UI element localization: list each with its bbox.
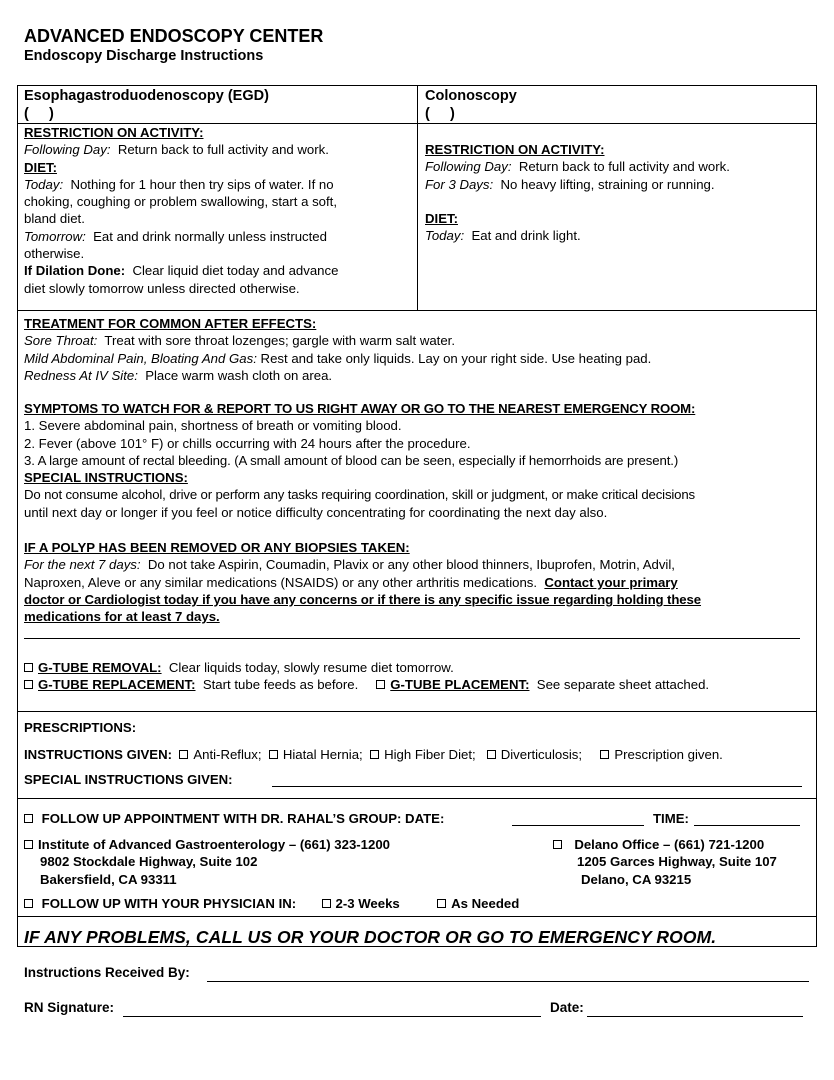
egd-header — [24, 87, 269, 123]
rn-signature-line[interactable] — [123, 1016, 541, 1017]
polyp-section — [24, 539, 824, 625]
appointment-time-label: TIME: — [653, 811, 689, 826]
instructions-given-row: INSTRUCTIONS GIVEN: Anti-Reflux; Hiatal Hernia; High Fiber Diet; Diverticulosis; Prescription given. — [24, 747, 723, 762]
divider — [18, 711, 816, 712]
diverticulosis-checkbox[interactable] — [487, 750, 496, 759]
spacer — [425, 193, 815, 210]
egd-tomorrow: Tomorrow: Eat and drink normally unless instructed — [24, 228, 327, 244]
rn-signature-label: RN Signature: — [24, 1000, 115, 1015]
egd-dilation-line2: diet slowly tomorrow unless directed otherwise. — [24, 280, 300, 296]
colonoscopy-checkbox[interactable]: ( ) — [425, 106, 455, 122]
physician-checkbox[interactable] — [24, 899, 33, 908]
prescription-given-checkbox[interactable] — [600, 750, 609, 759]
egd-tomorrow-line2: otherwise. — [24, 246, 85, 262]
polyp-line2: Naproxen, Aleve or any similar medications (NSAIDS) or any other arthritis medications. Contact your primary — [24, 574, 678, 590]
appointment-time-line[interactable] — [694, 825, 800, 826]
symptom-item: 1. Severe abdominal pain, shortness of breath or vomiting blood. — [24, 418, 402, 434]
egd-today-line2: choking, coughing or problem swallowing, start a soft, — [24, 194, 337, 210]
date-label: Date: — [550, 1000, 584, 1015]
colonoscopy-header — [425, 87, 517, 123]
colonoscopy-title: Colonoscopy — [425, 88, 517, 104]
symptoms-heading: SYMPTOMS TO WATCH FOR & REPORT TO US RIGHT AWAY OR GO TO THE NEAREST EMERGENCY ROOM: — [24, 401, 696, 416]
date-line[interactable] — [587, 1016, 803, 1017]
gtube-removal-checkbox[interactable] — [24, 663, 33, 672]
gtube-section — [24, 659, 824, 694]
appointment-row: FOLLOW UP APPOINTMENT WITH DR. RAHAL’S GROUP: DATE: — [24, 810, 444, 827]
egd-dilation: If Dilation Done: Clear liquid diet today and advance — [24, 263, 339, 279]
symptom-item: 3. A large amount of rectal bleeding. (A small amount of blood can be seen, especially if hemorrhoids are present.) — [24, 452, 679, 468]
emergency-callout: IF ANY PROBLEMS, CALL US OR YOUR DOCTOR OR GO TO EMERGENCY ROOM. — [24, 927, 717, 947]
prescriptions-heading: PRESCRIPTIONS: — [24, 720, 137, 735]
symptom-item: 2. Fever (above 101° F) or chills occurring with 24 hours after the procedure. — [24, 435, 471, 451]
two-three-weeks-checkbox[interactable] — [322, 899, 331, 908]
institute-checkbox[interactable] — [24, 840, 33, 849]
delano-checkbox[interactable] — [553, 840, 562, 849]
special-heading: SPECIAL INSTRUCTIONS: — [24, 470, 188, 486]
abdominal-pain: Mild Abdominal Pain, Bloating And Gas: Rest and take only liquids. Lay on your right side. Use heating pad. — [24, 350, 652, 366]
colon-three-days: For 3 Days: No heavy lifting, straining or running. — [425, 176, 715, 192]
anti-reflux-checkbox[interactable] — [179, 750, 188, 759]
special-instructions-label: SPECIAL INSTRUCTIONS GIVEN: — [24, 772, 233, 787]
center-title: ADVANCED ENDOSCOPY CENTER — [24, 26, 324, 46]
polyp-line4: medications for at least 7 days. — [24, 609, 220, 625]
form-subtitle: Endoscopy Discharge Instructions — [24, 48, 264, 64]
delano-address: Delano Office – (661) 721-1200 1205 Garces Highway, Suite 107 Delano, CA 93215 — [553, 836, 777, 888]
institute-address: Institute of Advanced Gastroenterology – (661) 323-1200 9802 Stockdale Highway, Suite 102 Bakersfield, CA 93311 — [24, 836, 390, 888]
as-needed-checkbox[interactable] — [437, 899, 446, 908]
egd-title: Esophagastroduodenoscopy (EGD) — [24, 88, 269, 104]
colon-diet-heading: DIET: — [425, 210, 458, 226]
received-by-line[interactable] — [207, 981, 809, 982]
special-line: Do not consume alcohol, drive or perform any tasks requiring coordination, skill or judgment, or make critical decisions — [24, 487, 695, 503]
egd-checkbox[interactable]: ( ) — [24, 106, 54, 122]
colon-today: Today: Eat and drink light. — [425, 228, 581, 244]
egd-restriction-heading: RESTRICTION ON ACTIVITY: — [24, 125, 204, 140]
polyp-rule — [24, 638, 800, 639]
colonoscopy-section — [425, 141, 815, 244]
gtube-placement-checkbox[interactable] — [376, 680, 385, 689]
egd-today: Today: Nothing for 1 hour then try sips of water. If no — [24, 176, 334, 192]
sore-throat: Sore Throat: Treat with sore throat lozenges; gargle with warm salt water. — [24, 333, 456, 349]
document-header — [24, 26, 323, 65]
egd-section — [24, 124, 414, 297]
received-by-label: Instructions Received By: — [24, 965, 190, 980]
egd-following-day: Following Day: Return back to full activity and work. — [24, 142, 329, 158]
polyp-heading: IF A POLYP HAS BEEN REMOVED OR ANY BIOPSIES TAKEN: — [24, 540, 410, 555]
special-line: until next day or longer if you feel or notice difficulty concentrating for coordinating the next day also. — [24, 504, 608, 520]
physician-followup-row: FOLLOW UP WITH YOUR PHYSICIAN IN: 2-3 Weeks As Needed — [24, 895, 519, 912]
egd-today-line3: bland diet. — [24, 211, 85, 227]
special-instructions-line[interactable] — [272, 786, 802, 787]
polyp-line3: doctor or Cardiologist today if you have any concerns or if there is any specific issue regarding holding these — [24, 591, 702, 607]
colon-restriction-heading: RESTRICTION ON ACTIVITY: — [425, 142, 605, 157]
polyp-line1: For the next 7 days: Do not take Aspirin, Coumadin, Plavix or any other blood thinners, Ibuprofen, Motrin, Advil, — [24, 557, 675, 573]
colon-following-day: Following Day: Return back to full activity and work. — [425, 159, 730, 175]
egd-diet-heading: DIET: — [24, 159, 57, 175]
high-fiber-checkbox[interactable] — [370, 750, 379, 759]
iv-site: Redness At IV Site: Place warm wash cloth on area. — [24, 367, 333, 383]
hiatal-hernia-checkbox[interactable] — [269, 750, 278, 759]
gtube-removal: G-TUBE REMOVAL: Clear liquids today, slowly resume diet tomorrow. — [24, 659, 824, 676]
appointment-date-line[interactable] — [512, 825, 644, 826]
gtube-replacement-row: G-TUBE REPLACEMENT: Start tube feeds as before. G-TUBE PLACEMENT: See separate sheet attached. — [24, 676, 824, 693]
divider — [18, 798, 816, 799]
appointment-checkbox[interactable] — [24, 814, 33, 823]
divider — [18, 310, 816, 311]
gtube-replacement-checkbox[interactable] — [24, 680, 33, 689]
symptoms-section — [24, 400, 824, 521]
divider — [18, 916, 816, 917]
column-divider — [417, 86, 418, 310]
treatment-heading: TREATMENT FOR COMMON AFTER EFFECTS: — [24, 316, 317, 331]
treatment-section — [24, 315, 814, 384]
